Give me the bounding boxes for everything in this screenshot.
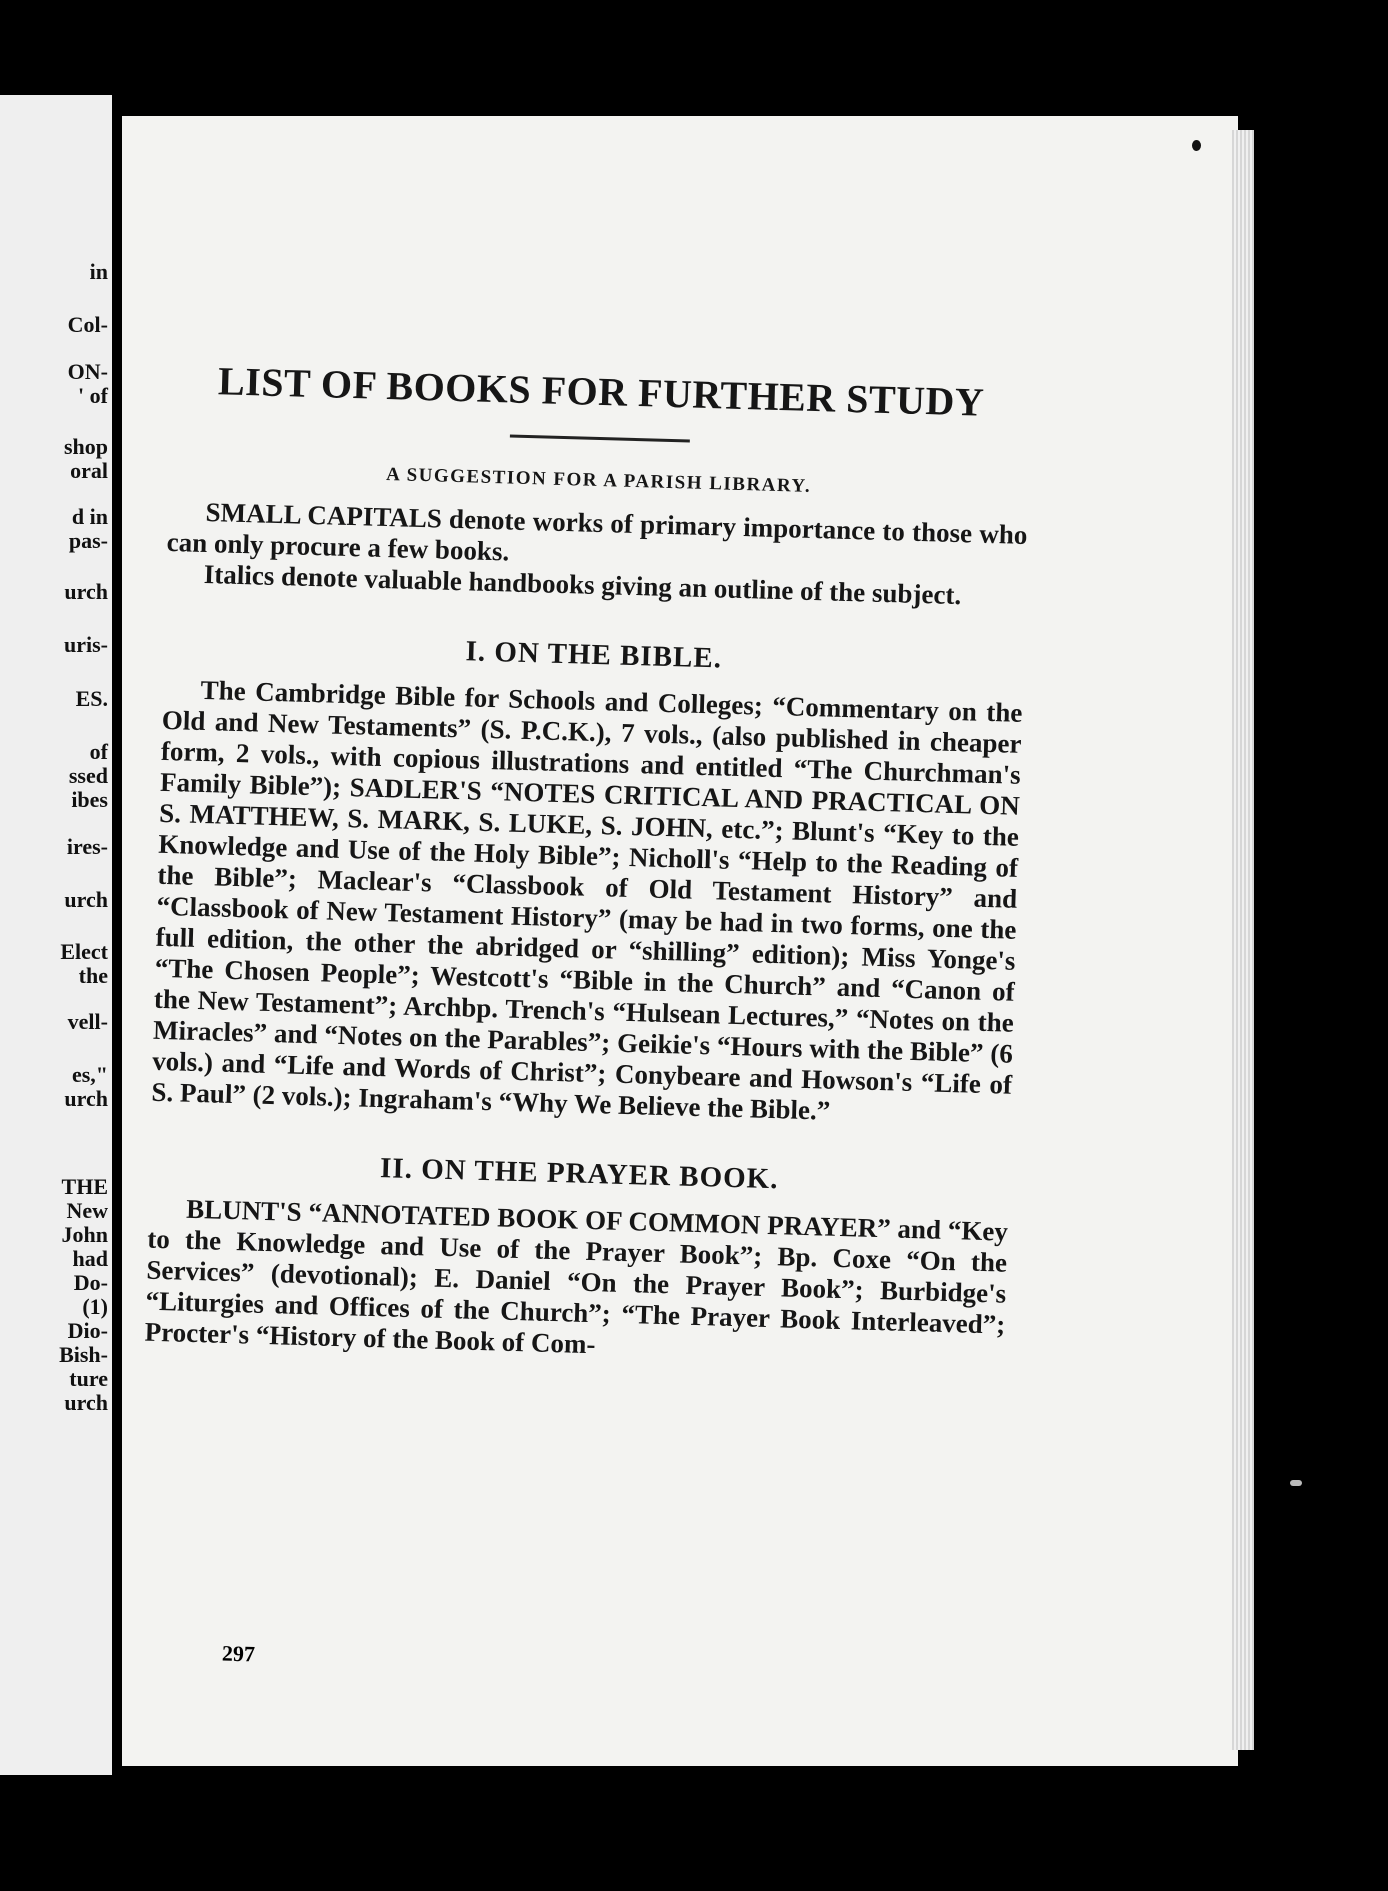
page-number: 297 xyxy=(221,1640,256,1667)
facing-page-text-fragment: d in pas- xyxy=(68,504,108,553)
facing-page-text-fragment: in xyxy=(89,259,108,284)
page-edge-stack xyxy=(1232,130,1254,1750)
ink-mark xyxy=(1192,140,1201,151)
facing-page-text-fragment: es," urch xyxy=(64,1062,108,1111)
section-text-bible: The Cambridge Bible for Schools and Colleges; “Commentary on the Old and New Testaments” (S. P.C.K.), 7 vols., (also published in cheaper form, 2 vols., with copious illustrations and entitled “The Churchman's Family Bible”); SADLER'S “NOTES CRITICAL AND PRACTICAL ON S. MATTHEW, S. MARK, S. LUKE, S. JOHN, etc.”; Blunt's “Key to the Knowledge and Use of the Holy Bible”; Nicholl's “Help to the Reading of the Bible”; Maclear's “Classbook of Old Testament History” and “Classbook of New Testament History” (may be had in two forms, one the full edition, the other the abridged or “shilling” edition); Miss Yonge's “The Chosen People”; Westcott's “Bible in the Church” and “Canon of the New Testament”; Archbp. Trench's “Hulsean Lectures,” “Notes on the Miracles” and “Notes on the Parables”; Geikie's “Hours with the Bible” (6 vols.) and “Life and Words of Christ”; Conybeare and Howson's “Life of S. Paul” (2 vols.); Ingraham's “Why We Believe the Bible.” xyxy=(151,674,1023,1126)
book-page xyxy=(122,116,1238,1766)
scan-speck xyxy=(1290,1480,1302,1486)
facing-page-text-fragment: ON- ' of xyxy=(67,359,108,408)
facing-page-text-fragment: shop oral xyxy=(63,434,108,483)
facing-page-text-fragment: Elect the xyxy=(60,939,108,988)
facing-page-fragment xyxy=(0,95,112,1775)
intro-paragraph-italics: Italics denote valuable handbooks giving an outline of the subject. xyxy=(203,558,962,611)
facing-page-text-fragment: urch xyxy=(64,887,108,912)
section-heading-bible: I. ON THE BIBLE. xyxy=(465,635,723,675)
page-text-block xyxy=(144,356,1031,1372)
section-heading-prayer-book: II. ON THE PRAYER BOOK. xyxy=(379,1152,779,1196)
page-title: LIST OF BOOKS FOR FURTHER STUDY xyxy=(217,358,985,425)
facing-page-text-fragment: vell- xyxy=(67,1009,108,1034)
section-text-prayer-book: BLUNT'S “ANNOTATED BOOK OF COMMON PRAYER” and “Key to the Knowledge and Use of the Prayer Book”; Bp. Coxe “On the Services” (devotional); E. Daniel “On the Prayer Book”; Burbidge's “Liturgies and Offices of the Church”; “The Prayer Book Interleaved”; Procter's “History of the Book of Com- xyxy=(144,1193,1009,1360)
page-subtitle: A SUGGESTION FOR A PARISH LIBRARY. xyxy=(385,464,812,497)
facing-page-text-fragment: Col- xyxy=(67,312,108,337)
facing-page-text-fragment: uris- xyxy=(64,632,108,657)
intro-paragraph-small-capitals: SMALL CAPITALS denote works of primary importance to those who can only procure a few books. xyxy=(166,497,1028,567)
facing-page-text-fragment: ires- xyxy=(66,834,108,859)
facing-page-text-fragment: THE New John had Do- (1) Dio- Bish- ture urch xyxy=(59,1174,108,1415)
title-divider xyxy=(510,434,690,442)
facing-page-text-fragment: ES. xyxy=(75,686,108,711)
facing-page-text-fragment: of ssed ibes xyxy=(68,739,108,812)
facing-page-text-fragment: urch xyxy=(64,579,108,604)
